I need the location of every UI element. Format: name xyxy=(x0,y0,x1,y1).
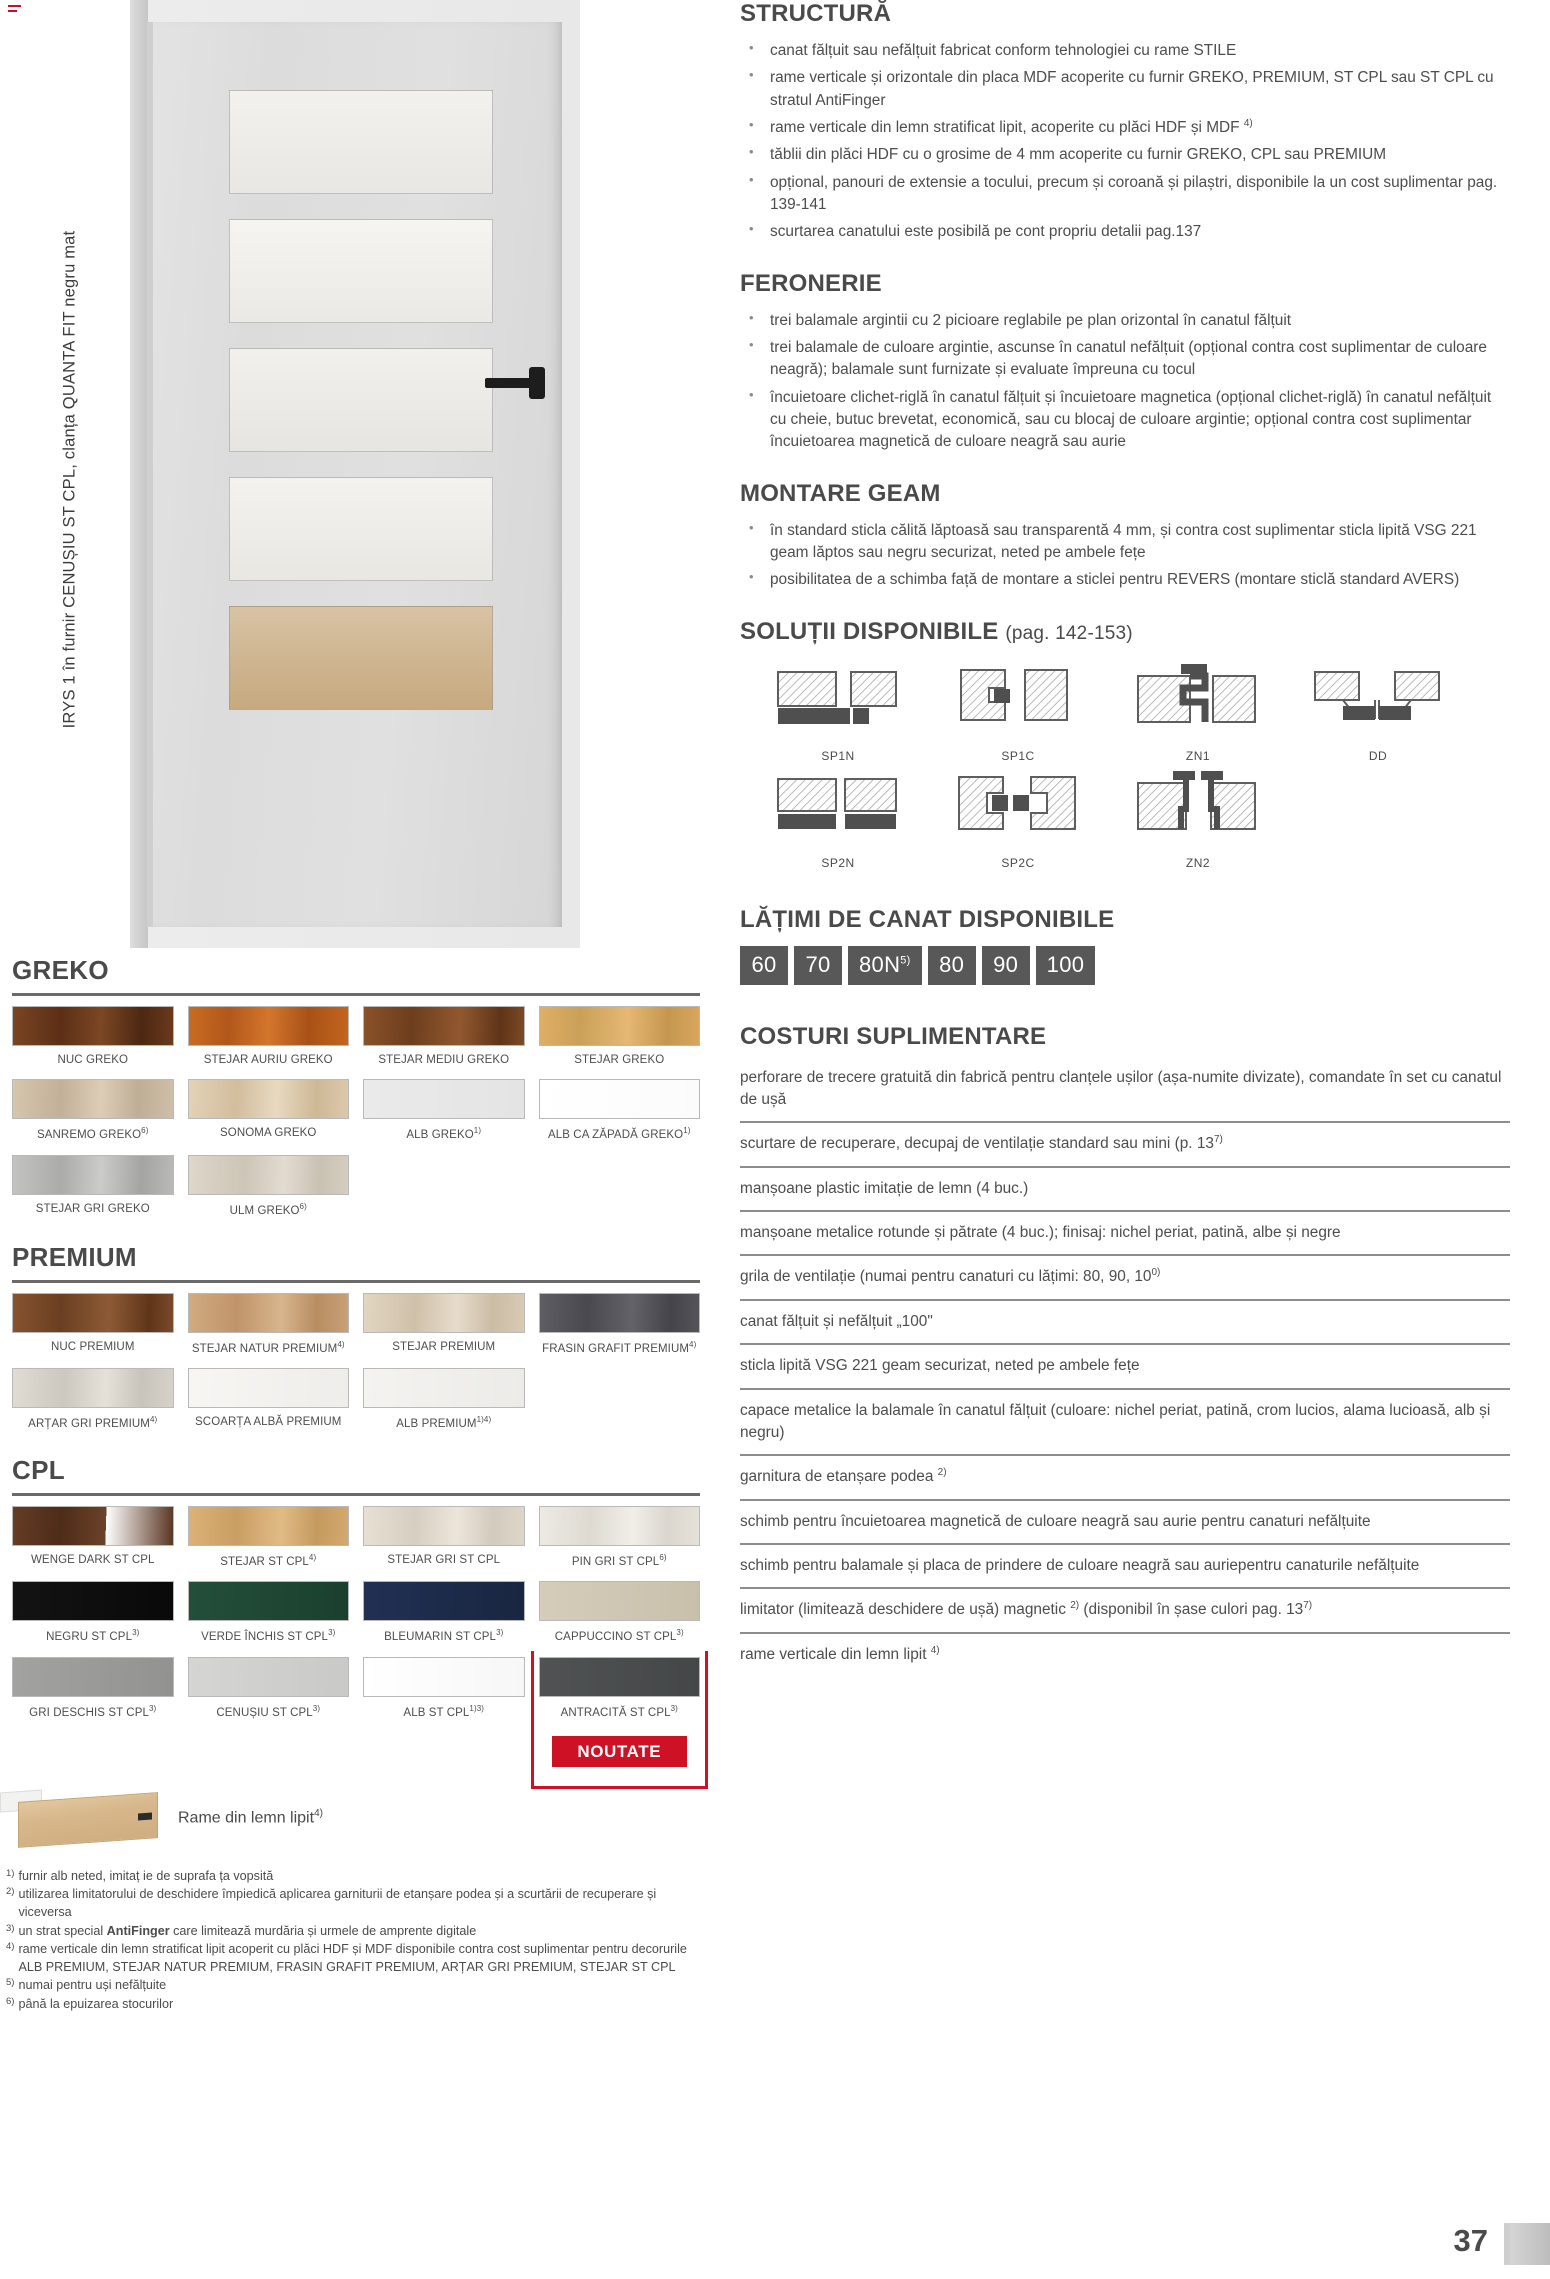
montare-geam-title: MONTARE GEAM xyxy=(740,479,941,507)
greko-swatch-grid xyxy=(12,1006,700,1230)
width-badge[interactable]: 80 xyxy=(928,946,976,985)
footnote: 1) furnir alb neted, imitaț ie de suprafa ța vopsită xyxy=(6,1867,274,1883)
swatch-label: NEGRU ST CPL$^{3)}$ xyxy=(46,1628,140,1644)
color-swatch[interactable] xyxy=(188,1581,350,1654)
door-jamb xyxy=(130,0,148,948)
width-badge[interactable]: 100 xyxy=(1036,946,1096,985)
footnote: 6) până la epuizarea stocurilor xyxy=(6,1995,174,2011)
profile-sp1c-icon xyxy=(953,662,1083,742)
swatch-label: ARȚAR GRI PREMIUM$^{4)}$ xyxy=(28,1414,158,1430)
door-leaf xyxy=(147,22,562,927)
color-swatch[interactable] xyxy=(12,1155,174,1228)
profile-column xyxy=(928,662,1108,876)
color-swatch[interactable] xyxy=(12,1581,174,1654)
color-swatch[interactable] xyxy=(363,1581,525,1654)
width-badge[interactable]: 60 xyxy=(740,946,788,985)
swatch-chip xyxy=(12,1079,174,1119)
profile-zn2-icon xyxy=(1133,769,1263,849)
cost-row: rame verticale din lemn lipit $^{4)}$ xyxy=(740,1644,940,1663)
door-photo xyxy=(130,0,580,948)
cpl-section xyxy=(0,1455,712,1769)
swatch-label: STEJAR GREKO xyxy=(574,1054,665,1066)
footnote: 5) numai pentru uși nefălțuite xyxy=(6,1977,167,1993)
profile-zn2 xyxy=(1108,769,1288,870)
right-column xyxy=(740,0,1510,1676)
swatch-chip xyxy=(188,1581,350,1621)
list-item: • posibilitatea de a schimba față de montare a sticlei pentru REVERS (montare sticlă standard AVERS) xyxy=(740,569,1510,591)
swatch-label: STEJAR GRI GREKO xyxy=(35,1202,150,1215)
cost-row: schimb pentru încuietoarea magnetică de culoare neagră sau aurie pentru canaturi nefălțuite xyxy=(740,1501,1510,1545)
swatch-label: FRASIN GRAFIT PREMIUM$^{4)}$ xyxy=(542,1339,697,1355)
profile-sp2c-icon xyxy=(953,769,1083,849)
feronerie-list xyxy=(740,310,1510,454)
swatch-label: CAPPUCCINO ST CPL$^{3)}$ xyxy=(554,1628,684,1644)
swatch-chip xyxy=(12,1506,174,1546)
door-glass-panel xyxy=(229,219,493,323)
profile-label: SP1C xyxy=(1001,748,1035,763)
color-swatch[interactable] xyxy=(188,1155,350,1228)
swatch-label: VERDE ÎNCHIS ST CPL$^{3)}$ xyxy=(201,1628,336,1644)
color-swatch[interactable] xyxy=(363,1006,525,1077)
swatch-chip xyxy=(188,1506,350,1546)
color-swatch[interactable] xyxy=(188,1079,350,1152)
color-swatch[interactable] xyxy=(12,1006,174,1077)
swatch-chip xyxy=(12,1657,174,1697)
profile-label: ZN1 xyxy=(1185,748,1211,763)
swatch-chip xyxy=(12,1155,174,1195)
door-glass-panel xyxy=(229,348,493,452)
color-swatch[interactable] xyxy=(12,1506,174,1579)
cost-row: perforare de trecere gratuită din fabrică pentru clanțele ușilor (așa-numite divizate), comandate în set cu canatul de ușă xyxy=(740,1063,1510,1124)
color-swatch[interactable] xyxy=(539,1293,701,1366)
color-swatch[interactable] xyxy=(363,1506,525,1579)
noutate-badge: NOUTATE xyxy=(552,1736,687,1767)
cpl-title: CPL xyxy=(12,1455,65,1486)
swatch-chip xyxy=(12,1293,174,1333)
swatch-label: ALB ST $CPL^{1)3)}$ xyxy=(403,1703,485,1719)
swatch-label: ULM GREKO$^{6)}$ xyxy=(229,1201,307,1217)
swatch-label: CENUȘIU ST CPL$^{3)}$ xyxy=(216,1703,321,1719)
swatch-label: ALB $PREMIUM^{1)4)}$ xyxy=(396,1414,492,1430)
door-glass-panel xyxy=(229,90,493,194)
solutii-title-text: SOLUȚII DISPONIBILE xyxy=(740,617,999,645)
swatch-label: STEJAR GRI ST CPL xyxy=(387,1554,501,1567)
swatch-label: SONOMA GREKO xyxy=(220,1127,317,1140)
divider xyxy=(12,1280,700,1283)
profile-label: SP2C xyxy=(1001,855,1035,870)
swatch-chip xyxy=(363,1006,525,1046)
profile-label: ZN2 xyxy=(1185,855,1211,870)
divider xyxy=(12,1493,700,1496)
swatch-label: STEJAR NATUR PREMIUM$^{4)}$ xyxy=(191,1339,345,1355)
profile-label: DD xyxy=(1368,748,1388,763)
left-column xyxy=(0,0,712,2279)
color-swatch[interactable] xyxy=(363,1293,525,1366)
swatch-label: WENGE DARK ST CPL xyxy=(30,1554,155,1567)
color-swatch[interactable] xyxy=(188,1368,350,1441)
list-item: • tăblii din plăci HDF cu o grosime de 4 mm acoperite cu furnir GREKO, CPL sau PREMIUM xyxy=(740,144,1510,166)
color-swatch[interactable] xyxy=(12,1368,174,1441)
cost-row: capace metalice la balamale în canatul fălțuit (culoare: nichel periat, patină, crom lucios, alama lucioasă, alb și negru) xyxy=(740,1390,1510,1457)
greko-section xyxy=(0,955,712,1230)
premium-section xyxy=(0,1242,712,1443)
rame-lemn-image xyxy=(0,1783,160,1853)
swatch-chip xyxy=(363,1506,525,1546)
latimi-title: LĂȚIMI DE CANAT DISPONIBILE xyxy=(740,905,1115,933)
rame-lemn-sup: 4) xyxy=(314,1808,323,1820)
color-swatch[interactable] xyxy=(12,1079,174,1152)
page-edge-tab xyxy=(1504,2223,1550,2265)
swatch-chip xyxy=(188,1657,350,1697)
corner-mark-icon xyxy=(8,5,21,17)
swatch-chip xyxy=(12,1368,174,1408)
profile-label: SP2N xyxy=(821,855,855,870)
list-item: • opțional, panouri de extensie a tocului, precum și coroană și pilaștri, disponibile la un cost suplimentar pag. 139-141 xyxy=(740,172,1510,217)
list-item: • rame verticale și orizontale din placa MDF acoperite cu furnir GREKO, PREMIUM, ST CPL sau ST CPL cu stratul AntiFinger xyxy=(740,67,1510,112)
swatch-label: ALB GREKO$^{1)}$ xyxy=(406,1126,482,1142)
profile-sp1n-icon xyxy=(773,662,903,742)
swatch-chip xyxy=(539,1006,701,1046)
solutii-title xyxy=(740,618,1510,646)
swatch-chip xyxy=(539,1506,701,1546)
swatch-chip xyxy=(363,1657,525,1697)
cost-row: manșoane metalice rotunde și pătrate (4 buc.); finisaj: nichel periat, patină, albe și negre xyxy=(740,1212,1510,1256)
cost-row: manșoane plastic imitație de lemn (4 buc.) xyxy=(740,1168,1510,1212)
color-swatch[interactable] xyxy=(188,1506,350,1579)
swatch-chip xyxy=(539,1079,701,1119)
swatch-chip xyxy=(363,1293,525,1333)
cost-row: garnitura de etanșare podea $^{2)}$ xyxy=(740,1456,1510,1500)
swatch-label: GRI DESCHIS ST CPL$^{3)}$ xyxy=(29,1703,157,1719)
swatch-chip xyxy=(188,1155,350,1195)
costuri-table xyxy=(740,1063,1510,1677)
montare-geam-list xyxy=(740,520,1510,592)
swatch-label: SANREMO GREKO$^{6)}$ xyxy=(36,1126,149,1142)
color-swatch[interactable] xyxy=(188,1293,350,1366)
door-handle xyxy=(485,378,537,388)
swatch-label: ANTRACITĂ ST CPL$^{3)}$ xyxy=(560,1703,678,1719)
feronerie-title: FERONERIE xyxy=(740,269,882,297)
swatch-chip xyxy=(12,1581,174,1621)
premium-swatch-grid xyxy=(12,1293,700,1443)
list-item: • încuietoare clichet-riglă în canatul fălțuit și încuietoare magnetica (opțional clichet-riglă) în canatul nefălțuit cu cheie, butuc brevetat, economică, sau cu blocaj de culoare argintie; opțional contra cost suplimentar încuietoarea magnetică de culoare neagră sau aurie xyxy=(740,387,1510,454)
profile-sp1c xyxy=(928,662,1108,763)
door-glass-panel xyxy=(229,477,493,581)
cost-row: scurtare de recuperare, decupaj de ventilație standard sau mini (p. 13$^{7)}$ xyxy=(740,1123,1510,1167)
swatch-chip xyxy=(539,1657,701,1697)
color-swatch[interactable] xyxy=(188,1006,350,1077)
color-swatch[interactable] xyxy=(363,1657,525,1767)
cost-row: grila de ventilație (numai pentru canaturi cu lățimi: 80, 90, 10$^{0)}$ xyxy=(740,1256,1510,1300)
divider xyxy=(12,993,700,996)
swatch-chip xyxy=(188,1293,350,1333)
costuri-title: COSTURI SUPLIMENTARE xyxy=(740,1022,1047,1050)
swatch-label: STEJAR AURIU GREKO xyxy=(203,1054,333,1066)
profile-column xyxy=(1108,662,1288,876)
swatch-chip xyxy=(363,1368,525,1408)
color-swatch[interactable] xyxy=(539,1581,701,1654)
profile-dd xyxy=(1288,662,1468,763)
list-item: • canat fălțuit sau nefălțuit fabricat conform tehnologiei cu rame STILE xyxy=(740,40,1510,62)
color-swatch[interactable] xyxy=(363,1079,525,1152)
swatch-chip xyxy=(188,1079,350,1119)
swatch-label: STEJAR ST CPL$^{4)}$ xyxy=(220,1553,317,1569)
profile-sp2n xyxy=(748,769,928,870)
swatch-chip xyxy=(363,1079,525,1119)
profile-sp2c xyxy=(928,769,1108,870)
list-item: • trei balamale argintii cu 2 picioare reglabile pe plan orizontal în canatul fălțuit xyxy=(740,310,1510,332)
profile-label: SP1N xyxy=(821,748,855,763)
profile-dd-icon xyxy=(1313,662,1443,742)
list-item: • în standard sticla călită lăptoasă sau transparentă 4 mm, și contra cost suplimentar sticla lipită VSG 221 geam lăptos sau negru securizat, neted pe ambele fețe xyxy=(740,520,1510,565)
premium-title: PREMIUM xyxy=(12,1241,137,1272)
color-swatch[interactable] xyxy=(539,1006,701,1077)
swatch-label: STEJAR PREMIUM xyxy=(392,1340,496,1353)
color-swatch[interactable] xyxy=(12,1293,174,1366)
swatch-chip xyxy=(188,1368,350,1408)
width-badge[interactable]: 70 xyxy=(794,946,842,985)
door-glass-panel xyxy=(229,606,493,710)
cost-row: limitator (limitează deschidere de ușă) magnetic $^{2)}$ (disponibil în șase culori pag. 13$^{7)}$ xyxy=(740,1589,1510,1633)
swatch-label: NUC GREKO xyxy=(57,1054,129,1066)
swatch-chip xyxy=(363,1581,525,1621)
swatch-chip xyxy=(539,1293,701,1333)
profile-sp2n-icon xyxy=(773,769,903,849)
rame-lemn-row xyxy=(0,1769,712,1853)
profile-zn1-icon xyxy=(1133,662,1263,742)
swatch-chip xyxy=(12,1006,174,1046)
hero-section xyxy=(0,0,712,955)
profile-sp1n xyxy=(748,662,928,763)
width-badge[interactable]: $80N^{5)}$ xyxy=(848,946,922,985)
footnote: 2) utilizarea limitatorului de deschidere împiedică aplicarea garniturii de etanșare podea și a scurtării de recuperare și viceversa xyxy=(6,1886,657,1920)
color-swatch[interactable] xyxy=(539,1079,701,1152)
page-number: 37 xyxy=(1453,2223,1488,2258)
footnote: 4) rame verticale din lemn stratificat lipit acoperit cu plăci HDF și MDF disponibile contra cost suplimentar pentru decorurile ALB PREMIUM, STEJAR NATUR PREMIUM, FRASIN GRAFIT PREMIUM, ARȚAR GRI PREMIUM, STEJAR ST CPL xyxy=(6,1940,687,1975)
profile-zn1 xyxy=(1108,662,1288,763)
swatch-label: ALB CA ZĂPADĂ GREKO$^{1)}$ xyxy=(547,1126,691,1142)
list-item: • trei balamale de culoare argintie, ascunse în canatul nefălțuit (opțional contra cost suplimentar de culoare neagră); balamale sunt furnizate și evaluate împreuna cu tocul xyxy=(740,337,1510,382)
swatch-label: SCOARȚA ALBĂ PREMIUM xyxy=(195,1415,342,1428)
swatch-label: PIN GRI ST CPL$^{6)}$ xyxy=(571,1553,667,1569)
profile-column xyxy=(1288,662,1468,876)
width-badge[interactable]: 90 xyxy=(982,946,1030,985)
rame-lemn-label: Rame din lemn lipit xyxy=(178,1809,315,1827)
color-swatch[interactable] xyxy=(188,1657,350,1767)
swatch-chip xyxy=(539,1581,701,1621)
swatch-label: NUC PREMIUM xyxy=(50,1340,135,1353)
hero-caption: IRYS 1 în furnir CENUȘIU ST CPL, clanța QUANTA FIT negru mat xyxy=(60,230,79,729)
color-swatch[interactable] xyxy=(539,1657,701,1767)
cost-row: sticla lipită VSG 221 geam securizat, neted pe ambele fețe xyxy=(740,1345,1510,1389)
swatch-label: STEJAR MEDIU GREKO xyxy=(378,1054,510,1066)
swatch-chip xyxy=(188,1006,350,1046)
footnotes-block xyxy=(0,1853,712,2013)
structura-list xyxy=(740,40,1510,244)
greko-title: GREKO xyxy=(12,955,109,985)
list-item: • scurtarea canatului este posibilă pe cont propriu detalii pag.137 xyxy=(740,221,1510,243)
color-swatch[interactable] xyxy=(539,1506,701,1579)
rame-lemn-caption xyxy=(178,1808,323,1827)
solutii-pages: (pag. 142-153) xyxy=(1005,622,1133,644)
color-swatch[interactable] xyxy=(12,1657,174,1767)
structura-title: STRUCTURĂ xyxy=(740,0,892,27)
profile-column xyxy=(748,662,928,876)
cost-row: schimb pentru balamale și placa de prindere de culoare neagră sau auriepentru canaturile nefălțuite xyxy=(740,1545,1510,1589)
color-swatch[interactable] xyxy=(363,1368,525,1441)
profile-diagrams xyxy=(748,662,1510,876)
cost-row: canat fălțuit și nefălțuit „100" xyxy=(740,1301,1510,1345)
latimi-badges xyxy=(740,946,1510,985)
list-item: • rame verticale din lemn stratificat lipit, acoperite cu plăci HDF și MDF $^{4)}$ xyxy=(740,117,1510,139)
footnote: 3) un strat special AntiFinger care limitează murdăria și urmele de amprente digitale xyxy=(6,1922,477,1938)
cpl-swatch-grid xyxy=(12,1506,700,1769)
swatch-label: BLEUMARIN ST CPL$^{3)}$ xyxy=(384,1628,504,1644)
